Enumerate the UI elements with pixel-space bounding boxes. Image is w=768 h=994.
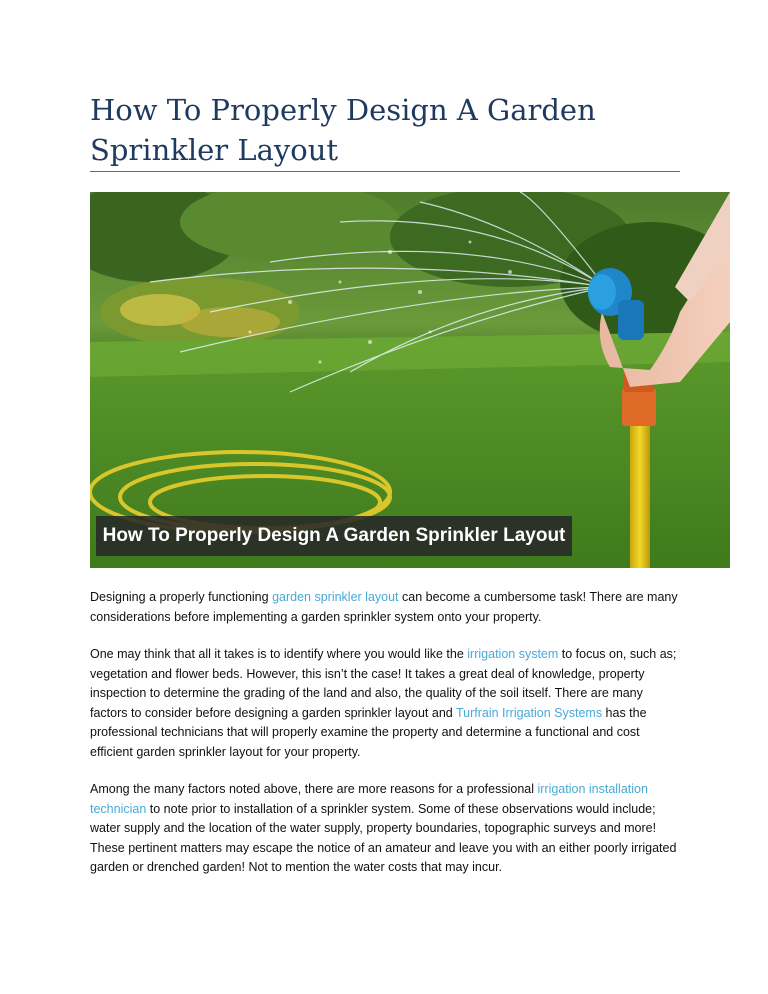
paragraph-2 bbox=[90, 645, 680, 762]
hero-image bbox=[90, 192, 730, 568]
hero-caption-text: How To Properly Design A Garden Sprinkler Layout bbox=[102, 525, 566, 546]
paragraph-text: to note prior to installation of a sprinkler system. Some of these observations would include; water supply and the location of the water supply, property boundaries, topographic surveys and more! These pertinent matters may escape the notice of an amateur and leave you with an either poorly irrigated garden or drenched garden! Not to mention the water costs that may incur. bbox=[90, 801, 677, 874]
paragraph-3 bbox=[90, 780, 680, 878]
title-underline bbox=[90, 171, 680, 172]
garden-hose-illustration bbox=[90, 192, 730, 568]
article-body bbox=[90, 588, 680, 896]
page-title: How To Properly Design A Garden Sprinkler Layout bbox=[90, 93, 596, 167]
hero-caption-banner bbox=[96, 516, 572, 556]
paragraph-1 bbox=[90, 588, 680, 627]
paragraph-text: to focus on, such as; vegetation and flower beds. However, this isn’t the case! It takes a great deal of knowledge, property inspection to determine the grading of the land and also, the quality of the soil itself. There are many factors to consider before designing a garden sprinkler layout and bbox=[90, 647, 677, 720]
paragraph-text: One may think that all it takes is to identify where you would like the bbox=[90, 647, 468, 661]
paragraph-text: has the professional technicians that will properly examine the property and determine a functional and cost efficient garden sprinkler layout for your property. bbox=[90, 705, 647, 759]
link-garden-sprinkler-layout[interactable]: garden sprinkler layout bbox=[272, 590, 399, 604]
link-irrigation-installation-technician[interactable]: irrigation installation technician bbox=[90, 782, 648, 816]
link-irrigation-system[interactable]: irrigation system bbox=[467, 647, 559, 661]
paragraph-text: Among the many factors noted above, there are more reasons for a professional bbox=[90, 782, 538, 796]
paragraph-text: Designing a properly functioning bbox=[90, 590, 273, 604]
link-turfrain-irrigation-systems[interactable]: Turfrain Irrigation Systems bbox=[455, 705, 603, 720]
paragraph-text: can become a cumbersome task! There are many considerations before implementing a garden sprinkler system onto your property. bbox=[90, 590, 678, 624]
